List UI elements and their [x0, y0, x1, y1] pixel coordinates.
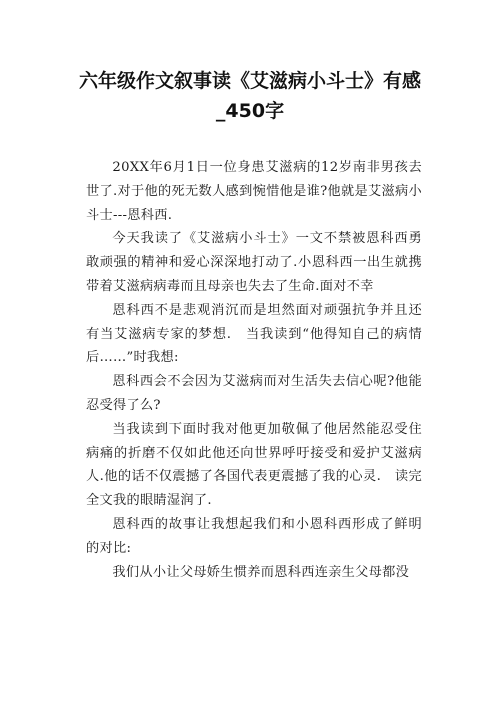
document-body: [86, 156, 422, 584]
paragraph: 20XX年6月1日一位身患艾滋病的12岁南非男孩去世了.对于他的死无数人感到惋惜他是谁?他就是艾滋病小斗士---恩科西.: [86, 160, 422, 223]
paragraph: 恩科西的故事让我想起我们和小恩科西形成了鲜明的对比:: [86, 516, 422, 556]
paragraph: 恩科西会不会因为艾滋病而对生活失去信心呢?他能忍受得了么?: [86, 374, 422, 413]
paragraph: 当我读到下面时我对他更加敬佩了他居然能忍受住病痛的折磨不仅如此他还向世界呼吁接受和爱护艾滋病人.他的话不仅震撼了各国代表更震撼了我的心灵. 读完全文我的眼睛湿润了.: [86, 421, 422, 509]
paragraph: 我们从小让父母娇生惯养而恩科西连亲生父母都没: [112, 564, 410, 580]
document-title: 六年级作文叙事读《艾滋病小斗士》有感_450字: [78, 70, 421, 122]
paragraph: 恩科西不是悲观消沉而是坦然面对顽强抗争并且还有当艾滋病专家的梦想. 当我读到“他得知自己的病情后……”时我想:: [86, 302, 422, 366]
paragraph: 今天我读了《艾滋病小斗士》一文不禁被恩科西勇敢顽强的精神和爱心深深地打动了.小恩科西一出生就携带着艾滋病病毒而且母亲也失去了生命.面对不幸: [86, 231, 422, 294]
